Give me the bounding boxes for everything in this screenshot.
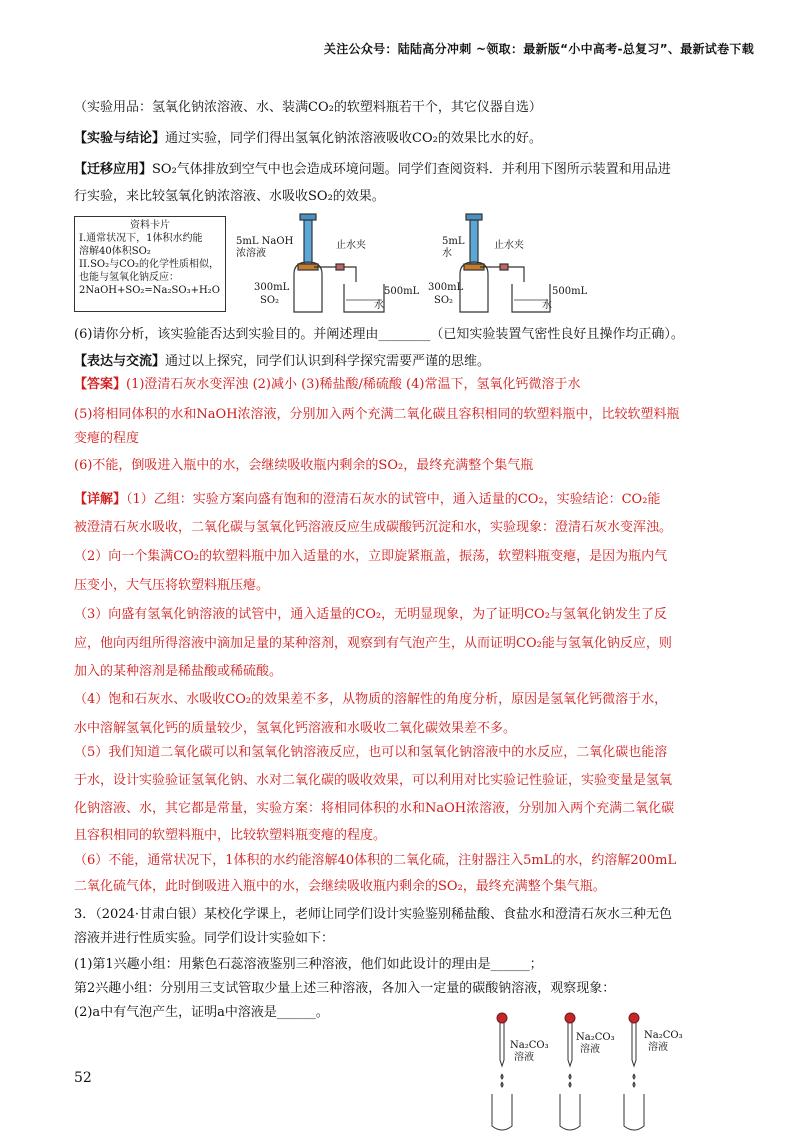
clamp-label: 止水夹 [336, 240, 366, 251]
text-line: 【迁移应用】SO₂气体排放到空气中也会造成环境问题。同学们查阅资料．并利用下图所示装置和用品进 [74, 162, 671, 177]
beaker-label: 水 [374, 300, 384, 311]
bottle-label: SO₂ [260, 295, 280, 306]
dropper-label: Na₂CO₃ [510, 1040, 549, 1051]
detail-line: 加入的某种溶剂是稀盐酸或稀硫酸。 [74, 664, 283, 679]
text-line: 【表达与交流】通过以上探究，同学们认识到科学探究需要严谨的思维。 [74, 354, 491, 369]
text-line: （实验用品：氢氧化钠浓溶液、水、装满CO₂的软塑料瓶若干个，其它仪器自选） [74, 100, 542, 115]
text-line: 【实验与结论】通过实验，同学们得出氢氧化钠浓溶液吸收CO₂的效果比水的好。 [74, 131, 542, 146]
beaker-label: 水 [542, 300, 552, 311]
bottle-label: 300mL [428, 282, 464, 293]
card-line: 也能与氢氧化钠反应： [79, 272, 179, 283]
question-line: 第2兴趣小组：分别用三支试管取少量上述三种溶液，各加入一定量的碳酸钠溶液，观察现象： [74, 981, 616, 996]
card-line: II.SO₂与CO₂的化学性质相似， [79, 259, 219, 270]
syringe-label: 5mL NaOH [236, 236, 294, 247]
syringe-label: 5mL [442, 236, 465, 247]
text-line: (6)请你分析，该实验能否达到实验目的。并阐述理由________（已知实验装置气密性良好且操作均正确）。 [74, 327, 684, 342]
apparatus-naoh [236, 212, 421, 317]
detail-line: （2）向一个集满CO₂的软塑料瓶中加入适量的水，立即旋紧瓶盖，振荡，软塑料瓶变瘪，是因为瓶内气 [74, 549, 668, 564]
test-tubes-figure [486, 1010, 706, 1132]
answer-line: (6)不能，倒吸进入瓶中的水，会继续吸收瓶内剩余的SO₂，最终充满整个集气瓶 [74, 458, 534, 473]
card-line: I.通常状况下，1体积水约能 [79, 233, 203, 244]
card-title: 资料卡片 [130, 220, 170, 231]
page-header: 关注公众号：陆陆高分冲刺 ~领取：最新版“小中高考-总复习”、最新试卷下载 [323, 42, 754, 56]
dropper-label: Na₂CO₃ [576, 1032, 615, 1043]
detail-line: 于水，设计实验验证氢氧化钠、水对二氧化碳的吸收效果，可以利用对比实验记性验证，实验变量是氢氧 [74, 773, 673, 788]
detail-line: 压变小，大气压将软塑料瓶压瘪。 [74, 578, 270, 593]
answer-line: 变瘪的程度 [74, 431, 140, 446]
detail-line: 【详解】（1）乙组：实验方案向盛有饱和的澄清石灰水的试管中，通入适量的CO₂，实验结论：CO₂能 [74, 492, 661, 507]
bottle-label: SO₂ [434, 295, 454, 306]
detail-line: （4）饱和石灰水、水吸收CO₂的效果差不多，从物质的溶解性的角度分析，原因是氢氧化钙微溶于水， [74, 692, 668, 707]
beaker-label: 500mL [552, 286, 588, 297]
question-line: (1)第1兴趣小组：用紫色石蕊溶液鉴别三种溶液，他们如此设计的理由是______； [74, 957, 543, 972]
question-line: 溶液并进行性质实验。同学们设计实验如下： [74, 931, 335, 946]
card-line: 溶解40体积SO₂ [79, 246, 151, 257]
info-card [74, 216, 226, 312]
question-line: 3．（2024·甘肃白银）某校化学课上，老师让同学们设计实验鉴别稀盐酸、食盐水和澄清石灰水三种无色 [74, 907, 672, 922]
clamp-label: 止水夹 [494, 240, 524, 251]
dropper-label: 溶液 [580, 1044, 600, 1055]
detail-line: 水中溶解氢氧化钙的质量较少，氢氧化钙溶液和水吸收二氧化碳效果差不多。 [74, 721, 517, 736]
detail-line: 且容积相同的软塑料瓶中，比较软塑料瓶变瘪的程度。 [74, 828, 387, 843]
apparatus-water [428, 212, 613, 317]
syringe-label: 水 [442, 248, 452, 259]
bottle-label: 300mL [254, 282, 290, 293]
dropper-label: Na₂CO₃ [644, 1030, 683, 1041]
syringe-label: 浓溶液 [236, 248, 266, 259]
detail-line: 应，他向丙组所得溶液中滴加足量的某种溶剂，观察到有气泡产生，从而证明CO₂能与氢氧化钠反应，则 [74, 636, 672, 651]
question-line: (2)a中有气泡产生，证明a中溶液是______。 [74, 1005, 329, 1020]
detail-line: （6）不能，通常状况下，1体积的水约能溶解40体积的二氧化硫，注射器注入5mL的水，约溶解200mL [74, 853, 677, 868]
dropper-label: 溶液 [648, 1042, 668, 1053]
detail-line: 化钠溶液、水，其它都是常量，实验方案：将相同体积的水和NaOH浓溶液，分别加入两个充满二氧化碳 [74, 801, 675, 816]
answer-line: (5)将相同体积的水和NaOH浓溶液，分别加入两个充满二氧化碳且容积相同的软塑料瓶中，比较软塑料瓶 [74, 407, 680, 422]
detail-line: （5）我们知道二氧化碳可以和氢氧化钠溶液反应，也可以和氢氧化钠溶液中的水反应，二氧化碳也能溶 [74, 745, 668, 760]
detail-line: 二氧化硫气体，此时倒吸进入瓶中的水，会继续吸收瓶内剩余的SO₂，最终充满整个集气瓶。 [74, 879, 606, 894]
detail-line: （3）向盛有氢氧化钠溶液的试管中，通入适量的CO₂，无明显现象，为了证明CO₂与氢氧化钠发生了反 [74, 607, 667, 622]
answer-line: 【答案】(1)澄清石灰水变浑浊 (2)减小 (3)稀盐酸/稀硫酸 (4)常温下，氢氧化钙微溶于水 [74, 377, 581, 392]
dropper-label: 溶液 [514, 1052, 534, 1063]
page-number: 52 [74, 1070, 92, 1086]
detail-line: 被澄清石灰水吸收，二氧化碳与氢氧化钙溶液反应生成碳酸钙沉淀和水，实验现象：澄清石灰水变浑浊。 [74, 520, 673, 535]
beaker-label: 500mL [384, 286, 420, 297]
text-line: 行实验，来比较氢氧化钠浓溶液、水吸收SO₂的效果。 [74, 189, 385, 204]
card-line: 2NaOH+SO₂=Na₂SO₃+H₂O [79, 285, 220, 296]
